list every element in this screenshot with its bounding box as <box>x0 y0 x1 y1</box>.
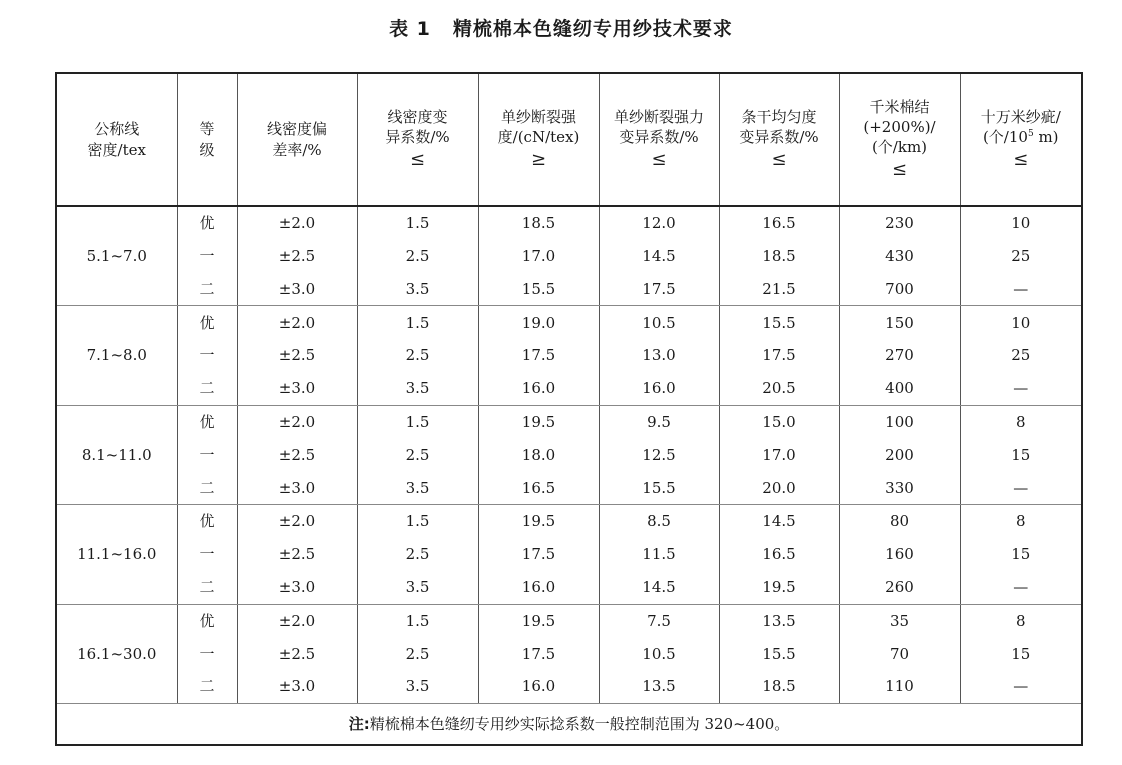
table-cell: 一 <box>177 439 237 472</box>
nominal-density-cell: 16.1~30.0 <box>56 604 177 703</box>
table-row <box>56 339 1082 372</box>
table-cell: 11.5 <box>599 538 719 571</box>
table-cell: ±2.5 <box>237 339 357 372</box>
table-cell: 14.5 <box>599 240 719 273</box>
col-header-nominal-density: 公称线 密度/tex <box>56 73 177 206</box>
table-cell: 一 <box>177 240 237 273</box>
table-cell: 3.5 <box>357 273 478 306</box>
table-cell: 16.5 <box>478 471 599 504</box>
table-cell: 10 <box>960 306 1082 339</box>
note-row <box>56 704 1082 746</box>
table-row <box>56 471 1082 504</box>
table-row <box>56 372 1082 405</box>
table-cell: 430 <box>839 240 960 273</box>
table-cell: — <box>960 670 1082 703</box>
table-cell: 330 <box>839 471 960 504</box>
table-cell: 10.5 <box>599 637 719 670</box>
table-row <box>56 206 1082 240</box>
table-row <box>56 439 1082 472</box>
table-cell: 二 <box>177 471 237 504</box>
table-cell: 2.5 <box>357 240 478 273</box>
table-cell: 80 <box>839 505 960 538</box>
table-cell: 二 <box>177 670 237 703</box>
table-row <box>56 571 1082 604</box>
table-cell: 3.5 <box>357 372 478 405</box>
nominal-density-cell: 5.1~7.0 <box>56 206 177 306</box>
table-cell: ±2.0 <box>237 505 357 538</box>
table-cell: 150 <box>839 306 960 339</box>
table-cell: 15.0 <box>719 405 839 438</box>
col-header-strength-cv: 单纱断裂强力 变异系数/% ≤ <box>599 73 719 206</box>
table-cell: 230 <box>839 206 960 240</box>
table-cell: 20.5 <box>719 372 839 405</box>
table-cell: — <box>960 471 1082 504</box>
table-cell: 二 <box>177 273 237 306</box>
note-label: 注: <box>348 714 370 733</box>
table-cell: 18.5 <box>719 670 839 703</box>
table-cell: 19.5 <box>719 571 839 604</box>
table-cell: 二 <box>177 571 237 604</box>
header-row <box>56 73 1082 206</box>
spec-table <box>55 72 1083 746</box>
table-cell: 19.5 <box>478 405 599 438</box>
table-cell: 优 <box>177 505 237 538</box>
table-note <box>56 704 1082 746</box>
table-cell: 100 <box>839 405 960 438</box>
table-cell: 19.0 <box>478 306 599 339</box>
table-row <box>56 604 1082 637</box>
table-cell: 优 <box>177 604 237 637</box>
nominal-density-cell: 7.1~8.0 <box>56 306 177 405</box>
table-cell: 1.5 <box>357 505 478 538</box>
table-cell: 8 <box>960 405 1082 438</box>
table-cell: 270 <box>839 339 960 372</box>
table-cell: 16.0 <box>478 670 599 703</box>
table-cell: ±3.0 <box>237 571 357 604</box>
table-cell: 12.0 <box>599 206 719 240</box>
table-cell: 20.0 <box>719 471 839 504</box>
table-cell: ±3.0 <box>237 471 357 504</box>
table-cell: 18.5 <box>478 206 599 240</box>
table-cell: 一 <box>177 538 237 571</box>
table-cell: ±3.0 <box>237 670 357 703</box>
table-cell: ±2.5 <box>237 538 357 571</box>
table-row <box>56 240 1082 273</box>
table-cell: — <box>960 273 1082 306</box>
table-cell: 15.5 <box>478 273 599 306</box>
table-cell: 18.5 <box>719 240 839 273</box>
table-cell: 1.5 <box>357 405 478 438</box>
table-cell: 21.5 <box>719 273 839 306</box>
table-cell: 160 <box>839 538 960 571</box>
table-row <box>56 306 1082 339</box>
table-cell: 10.5 <box>599 306 719 339</box>
table-cell: 13.5 <box>599 670 719 703</box>
table-cell: — <box>960 571 1082 604</box>
table-title <box>0 14 1122 41</box>
table-cell: 400 <box>839 372 960 405</box>
table-cell: 110 <box>839 670 960 703</box>
table-cell: 优 <box>177 306 237 339</box>
table-cell: ±2.0 <box>237 206 357 240</box>
table-cell: 优 <box>177 206 237 240</box>
table-cell: 1.5 <box>357 604 478 637</box>
table-cell: ±2.5 <box>237 439 357 472</box>
table-cell: 19.5 <box>478 505 599 538</box>
table-cell: ±2.5 <box>237 240 357 273</box>
table-cell: 260 <box>839 571 960 604</box>
table-cell: 13.0 <box>599 339 719 372</box>
table-cell: 2.5 <box>357 339 478 372</box>
table-cell: 3.5 <box>357 571 478 604</box>
table-cell: 一 <box>177 339 237 372</box>
table-cell: 35 <box>839 604 960 637</box>
table-cell: 8 <box>960 505 1082 538</box>
table-cell: 2.5 <box>357 538 478 571</box>
table-cell: — <box>960 372 1082 405</box>
table-cell: 19.5 <box>478 604 599 637</box>
table-cell: 17.5 <box>478 538 599 571</box>
nominal-density-cell: 11.1~16.0 <box>56 505 177 604</box>
table-cell: 15 <box>960 538 1082 571</box>
table-row <box>56 670 1082 703</box>
table-cell: 8 <box>960 604 1082 637</box>
table-cell: 700 <box>839 273 960 306</box>
table-cell: 17.5 <box>478 339 599 372</box>
table-cell: 1.5 <box>357 306 478 339</box>
table-cell: 3.5 <box>357 471 478 504</box>
table-cell: 15.5 <box>599 471 719 504</box>
col-header-density-deviation: 线密度偏 差率/% <box>237 73 357 206</box>
table-cell: 70 <box>839 637 960 670</box>
table-cell: 10 <box>960 206 1082 240</box>
table-cell: 7.5 <box>599 604 719 637</box>
table-cell: ±3.0 <box>237 372 357 405</box>
table-cell: 3.5 <box>357 670 478 703</box>
table-cell: 14.5 <box>719 505 839 538</box>
table-cell: 15 <box>960 637 1082 670</box>
table-cell: 12.5 <box>599 439 719 472</box>
table-caption: 精梳棉本色缝纫专用纱技术要求 <box>452 18 733 40</box>
table-cell: ±3.0 <box>237 273 357 306</box>
table-cell: ±2.0 <box>237 306 357 339</box>
col-header-evenness-cv: 条干均匀度 变异系数/% ≤ <box>719 73 839 206</box>
table-cell: 16.0 <box>478 571 599 604</box>
table-cell: 16.5 <box>719 206 839 240</box>
table-cell: 14.5 <box>599 571 719 604</box>
table-cell: 15.5 <box>719 637 839 670</box>
table-cell: 优 <box>177 405 237 438</box>
table-cell: 1.5 <box>357 206 478 240</box>
col-header-tenacity: 单纱断裂强 度/(cN/tex) ≥ <box>478 73 599 206</box>
table-cell: ±2.0 <box>237 405 357 438</box>
table-cell: 2.5 <box>357 439 478 472</box>
table-cell: 2.5 <box>357 637 478 670</box>
col-header-neps: 千米棉结 (+200%)/ (个/km) ≤ <box>839 73 960 206</box>
nominal-density-cell: 8.1~11.0 <box>56 405 177 504</box>
table-row <box>56 273 1082 306</box>
table-cell: 一 <box>177 637 237 670</box>
table-cell: ±2.5 <box>237 637 357 670</box>
note-text: 精梳棉本色缝纫专用纱实际捻系数一般控制范围为 320~400。 <box>369 714 790 733</box>
table-cell: 17.0 <box>478 240 599 273</box>
table-cell: 16.0 <box>599 372 719 405</box>
table-cell: 16.5 <box>719 538 839 571</box>
table-cell: 9.5 <box>599 405 719 438</box>
table-row <box>56 538 1082 571</box>
table-cell: 25 <box>960 240 1082 273</box>
table-number: 表 1 <box>389 18 431 40</box>
table-cell: 16.0 <box>478 372 599 405</box>
table-cell: 13.5 <box>719 604 839 637</box>
table-row <box>56 637 1082 670</box>
col-header-density-cv: 线密度变 异系数/% ≤ <box>357 73 478 206</box>
table-cell: 18.0 <box>478 439 599 472</box>
table-row <box>56 505 1082 538</box>
col-header-yarn-faults: 十万米纱疵/ (个$/10^5$ m) ≤ <box>960 73 1082 206</box>
table-cell: 15.5 <box>719 306 839 339</box>
table-cell: 8.5 <box>599 505 719 538</box>
table-cell: ±2.0 <box>237 604 357 637</box>
table-row <box>56 405 1082 438</box>
table-cell: 200 <box>839 439 960 472</box>
table-cell: 25 <box>960 339 1082 372</box>
table-cell: 17.5 <box>599 273 719 306</box>
col-header-grade: 等 级 <box>177 73 237 206</box>
table-cell: 15 <box>960 439 1082 472</box>
table-cell: 17.5 <box>719 339 839 372</box>
table-cell: 17.0 <box>719 439 839 472</box>
table-cell: 二 <box>177 372 237 405</box>
table-cell: 17.5 <box>478 637 599 670</box>
